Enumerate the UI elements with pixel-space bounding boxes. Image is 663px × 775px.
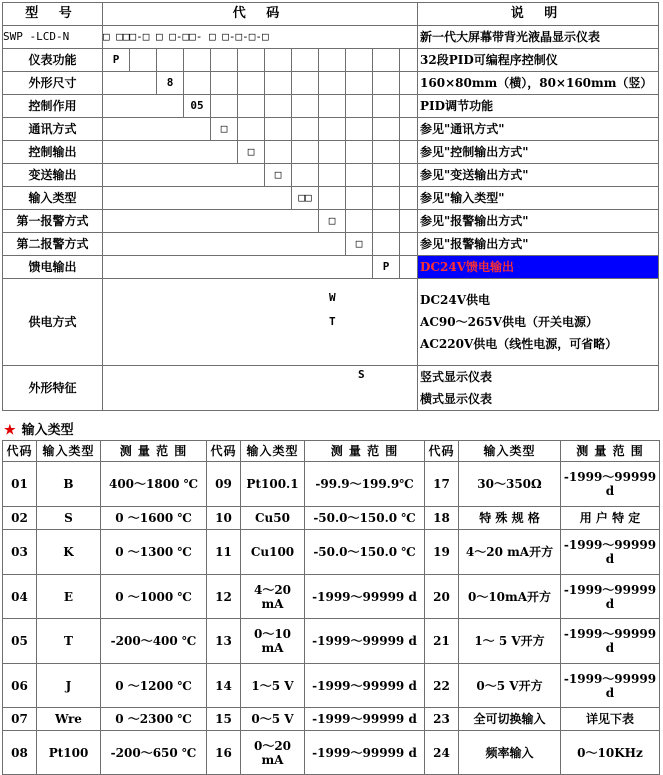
row-code: □□ — [292, 187, 319, 210]
cell-range: -200～400 ℃ — [101, 619, 207, 664]
star-icon: ★ — [4, 423, 16, 438]
row-shape — [3, 366, 659, 411]
row-desc: 参见"输入类型" — [418, 187, 659, 210]
cell-input-type: 全可切换输入 — [459, 708, 561, 731]
header-code: 代 码 — [103, 3, 418, 26]
cell-input-type: Pt100.1 — [241, 462, 305, 507]
row-ctrl-output — [3, 141, 659, 164]
cell-range: 400～1800 ℃ — [101, 462, 207, 507]
cell-code: 03 — [3, 530, 37, 575]
power-desc-line: AC220V供电（线性电源，可省略） — [420, 337, 618, 351]
cell-code: 13 — [207, 619, 241, 664]
cell-code: 16 — [207, 731, 241, 775]
cell-input-type: 0～5 V开方 — [459, 664, 561, 708]
cell-code: 11 — [207, 530, 241, 575]
row-label: 第一报警方式 — [3, 210, 103, 233]
cell-input-type: 0～10mA开方 — [459, 575, 561, 619]
cell-range: -1999～99999 d — [305, 664, 425, 708]
row-code: 8 — [157, 72, 184, 95]
header-type: 输入类型 — [241, 441, 305, 462]
row-function — [3, 49, 659, 72]
cell-range: 用 户 特 定 — [561, 507, 660, 530]
cell-code: 20 — [425, 575, 459, 619]
power-desc — [418, 279, 659, 366]
row-code: □ — [238, 141, 265, 164]
header-code: 代码 — [425, 441, 459, 462]
cell-input-type: T — [37, 619, 101, 664]
cell-input-type: 1～5 V — [241, 664, 305, 708]
row-code: 05 — [184, 95, 211, 118]
cell-range: -1999～99999 d — [561, 462, 660, 507]
row-label: 仪表功能 — [3, 49, 103, 72]
cell-input-type: E — [37, 575, 101, 619]
cell-code: 23 — [425, 708, 459, 731]
input-type-table — [2, 440, 660, 775]
cell-range: -1999～99999 d — [305, 575, 425, 619]
cell-code: 12 — [207, 575, 241, 619]
cell-code: 01 — [3, 462, 37, 507]
cell-input-type: Pt100 — [37, 731, 101, 775]
cell-range: 0 ～1600 ℃ — [101, 507, 207, 530]
row-alarm1 — [3, 210, 659, 233]
row-alarm2 — [3, 233, 659, 256]
row-label: 供电方式 — [3, 279, 103, 366]
table-row — [3, 619, 660, 664]
row-desc: PID调节功能 — [418, 95, 659, 118]
table-row — [3, 462, 660, 507]
row-desc: 参见"控制输出方式" — [418, 141, 659, 164]
row-label: 输入类型 — [3, 187, 103, 210]
model-code-table — [2, 2, 659, 411]
cell-code: 19 — [425, 530, 459, 575]
cell-code: 15 — [207, 708, 241, 731]
power-codes — [103, 279, 418, 366]
cell-code: 09 — [207, 462, 241, 507]
row-comm — [3, 118, 659, 141]
cell-input-type: K — [37, 530, 101, 575]
row-code: □ — [211, 118, 238, 141]
cell-input-type: S — [37, 507, 101, 530]
section-title-text: 输入类型 — [21, 423, 74, 438]
cell-range: -1999～99999 d — [561, 664, 660, 708]
cell-range: 0 ～1300 ℃ — [101, 530, 207, 575]
row-desc: 参见"通讯方式" — [418, 118, 659, 141]
model-desc: 新一代大屏幕带背光液晶显示仪表 — [418, 26, 659, 49]
row-transmit — [3, 164, 659, 187]
cell-input-type: J — [37, 664, 101, 708]
row-code: □ — [319, 210, 346, 233]
cell-range: -1999～99999 d — [561, 530, 660, 575]
cell-range: -1999～99999 d — [305, 619, 425, 664]
cell-code: 18 — [425, 507, 459, 530]
row-label: 外形尺寸 — [3, 72, 103, 95]
table-row — [3, 731, 660, 775]
cell-range: -200～650 ℃ — [101, 731, 207, 775]
table-row — [3, 708, 660, 731]
cell-input-type: 0～20 mA — [241, 731, 305, 775]
power-desc-line: AC90～265V供电（开关电源） — [420, 315, 598, 329]
row-desc: 参见"变送输出方式" — [418, 164, 659, 187]
model-row — [3, 26, 659, 49]
cell-input-type: 0～5 V — [241, 708, 305, 731]
row-power — [3, 279, 659, 366]
cell-code: 07 — [3, 708, 37, 731]
cell-range: 0 ～2300 ℃ — [101, 708, 207, 731]
cell-range: 0 ～1200 ℃ — [101, 664, 207, 708]
section-title — [4, 419, 74, 438]
power-code-t: T — [329, 315, 336, 328]
row-control — [3, 95, 659, 118]
row-code: P — [373, 256, 400, 279]
row-label: 变送输出 — [3, 164, 103, 187]
cell-range: -50.0～150.0 ℃ — [305, 507, 425, 530]
header-code: 代码 — [207, 441, 241, 462]
row-desc: 参见"报警输出方式" — [418, 233, 659, 256]
row-label: 第二报警方式 — [3, 233, 103, 256]
row-code: □ — [265, 164, 292, 187]
cell-input-type: B — [37, 462, 101, 507]
power-code-w: W — [329, 291, 336, 304]
input-header-row — [3, 441, 660, 462]
cell-range: -99.9～199.9℃ — [305, 462, 425, 507]
cell-code: 08 — [3, 731, 37, 775]
shape-code-cell — [103, 366, 418, 411]
header-type: 输入类型 — [459, 441, 561, 462]
row-code: P — [103, 49, 130, 72]
cell-input-type: 频率输入 — [459, 731, 561, 775]
header-type: 输入类型 — [37, 441, 101, 462]
cell-range: 0～10KHz — [561, 731, 660, 775]
shape-desc — [418, 366, 659, 411]
cell-input-type: 0～10 mA — [241, 619, 305, 664]
cell-code: 10 — [207, 507, 241, 530]
row-feed — [3, 256, 659, 279]
header-row — [3, 3, 659, 26]
table-row — [3, 530, 660, 575]
cell-code: 06 — [3, 664, 37, 708]
cell-input-type: 1～ 5 V开方 — [459, 619, 561, 664]
table-row — [3, 507, 660, 530]
header-code: 代码 — [3, 441, 37, 462]
cell-input-type: 4～20 mA开方 — [459, 530, 561, 575]
cell-range: 详见下表 — [561, 708, 660, 731]
cell-input-type: 特 殊 规 格 — [459, 507, 561, 530]
shape-code: S — [358, 368, 365, 381]
cell-input-type: 30～350Ω — [459, 462, 561, 507]
cell-input-type: Cu100 — [241, 530, 305, 575]
row-label: 馈电输出 — [3, 256, 103, 279]
cell-range: -50.0～150.0 ℃ — [305, 530, 425, 575]
row-label: 外形特征 — [3, 366, 103, 411]
row-input-type — [3, 187, 659, 210]
row-label: 控制作用 — [3, 95, 103, 118]
shape-desc-line: 竖式显示仪表 — [420, 370, 493, 384]
row-desc: 32段PID可编程序控制仪 — [418, 49, 659, 72]
cell-code: 05 — [3, 619, 37, 664]
cell-code: 02 — [3, 507, 37, 530]
row-label: 通讯方式 — [3, 118, 103, 141]
cell-input-type: Wre — [37, 708, 101, 731]
shape-desc-line: 横式显示仪表 — [420, 392, 493, 406]
row-code: □ — [346, 233, 373, 256]
model-name: SWP -LCD-N — [3, 26, 103, 49]
table-row — [3, 664, 660, 708]
header-range: 测 量 范 围 — [101, 441, 207, 462]
row-desc: 160×80mm（横），80×160mm（竖） — [418, 72, 659, 95]
cell-code: 17 — [425, 462, 459, 507]
header-range: 测 量 范 围 — [561, 441, 660, 462]
cell-code: 22 — [425, 664, 459, 708]
cell-range: -1999～99999 d — [561, 619, 660, 664]
row-desc-highlighted: DC24V馈电输出 — [418, 256, 659, 279]
input-table-body — [3, 462, 660, 775]
cell-code: 21 — [425, 619, 459, 664]
table-row — [3, 575, 660, 619]
cell-code: 24 — [425, 731, 459, 775]
cell-code: 14 — [207, 664, 241, 708]
header-range: 测 量 范 围 — [305, 441, 425, 462]
header-type: 型 号 — [3, 3, 103, 26]
power-desc-line: DC24V供电 — [420, 293, 490, 307]
row-size — [3, 72, 659, 95]
cell-range: 0 ～1000 ℃ — [101, 575, 207, 619]
cell-range: -1999～99999 d — [305, 708, 425, 731]
cell-range: -1999～99999 d — [305, 731, 425, 775]
row-desc: 参见"报警输出方式" — [418, 210, 659, 233]
cell-range: -1999～99999 d — [561, 575, 660, 619]
cell-input-type: Cu50 — [241, 507, 305, 530]
cell-input-type: 4～20 mA — [241, 575, 305, 619]
model-code-pattern: □ □□□-□ □ □-□□- □ □-□-□-□ — [103, 26, 418, 49]
header-desc: 说 明 — [418, 3, 659, 26]
cell-code: 04 — [3, 575, 37, 619]
row-label: 控制输出 — [3, 141, 103, 164]
